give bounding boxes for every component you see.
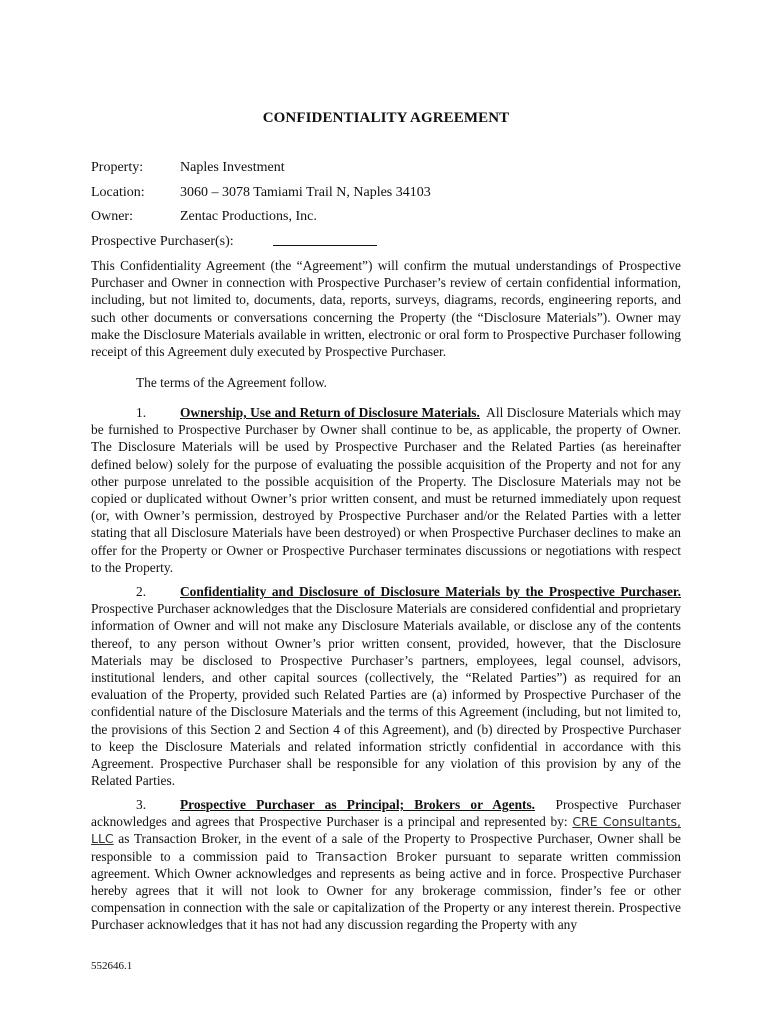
section-1-heading: Ownership, Use and Return of Disclosure Materials.: [180, 405, 480, 420]
document-title: CONFIDENTIALITY AGREEMENT: [262, 110, 510, 126]
section-2-number: 2.: [136, 584, 147, 599]
section-1: [91, 404, 681, 576]
section-3-heading: Prospective Purchaser as Principal; Brokers or Agents.: [180, 797, 536, 812]
property-field: [91, 159, 285, 177]
section-3-body-c: pursuant to separate written commission agreement. Which Owner acknowledges and represents as being active and in force. Prospective Purchaser hereby agrees that it will not look to Owner for any brokerage commission, finder’s fee or other compensation in connection with the sale or capitalization of the Property or any interest therein. Prospective Purchaser acknowledges that it has not had any discussion regarding the Property with any: [91, 848, 681, 933]
property-label: Property:: [91, 160, 144, 175]
section-2-body: Prospective Purchaser acknowledges that the Disclosure Materials are considered confidential and proprietary information of Owner and will not make any Disclosure Materials available, or disclose any of the contents thereof, to any person without Owner’s prior written consent, provided, however, that the Disclosure Materials may be disclosed to Prospective Purchaser’s partners, employees, legal counsel, advisors, institutional lenders, and other capital sources (collectively, the “Related Parties”) as required for an evaluation of the Property, provided such Related Parties are (a) informed by Prospective Purchaser of the confidential nature of the Disclosure Materials and the terms of this Agreement (including, but not limited to, the provisions of this Section 2 and Section 4 of this Agreement), and (b) directed by Prospective Purchaser to keep the Disclosure Materials and related information strictly confidential in accordance with this Agreement. Prospective Purchaser shall be responsible for any violation of this provision by any of the Related Parties.: [91, 601, 681, 789]
broker-role-handwritten: Transaction Broker: [315, 848, 437, 864]
purchaser-field: [91, 233, 234, 251]
section-2: [91, 583, 681, 789]
purchaser-label: Prospective Purchaser(s):: [91, 234, 234, 249]
terms-follow-line: [91, 374, 681, 391]
section-3-body-a: Prospective Purchaser acknowledges and agrees that Prospective Purchaser is a principal and represented by:: [91, 797, 681, 830]
document-footer-id: 552646.1: [91, 960, 133, 972]
section-3-number: 3.: [136, 797, 147, 812]
location-field: [91, 184, 431, 202]
property-value: Naples Investment: [180, 160, 285, 175]
terms-follow-text: The terms of the Agreement follow.: [136, 375, 328, 390]
purchaser-blank-line[interactable]: [273, 235, 377, 246]
owner-label: Owner:: [91, 209, 133, 224]
section-1-number: 1.: [136, 405, 147, 420]
owner-value: Zentac Productions, Inc.: [180, 209, 317, 224]
owner-field: [91, 208, 317, 226]
broker-name-handwritten: CRE Consultants, LLC: [91, 814, 681, 847]
intro-paragraph: This Confidentiality Agreement (the “Agreement”) will confirm the mutual understandings of Prospective Purchaser and Owner in connection with Prospective Purchaser’s review of certain confidential information, including, but not limited to, documents, data, reports, surveys, diagrams, records, engineering reports, and such other documents or conversations concerning the Property (the “Disclosure Materials”). Owner may make the Disclosure Materials available in written, electronic or oral form to Prospective Purchaser following receipt of this Agreement duly executed by Prospective Purchaser.: [91, 258, 681, 360]
location-value: 3060 – 3078 Tamiami Trail N, Naples 34103: [180, 185, 431, 200]
section-3: [91, 796, 681, 934]
section-3-body-b: as Transaction Broker, in the event of a sale of the Property to Prospective Purchaser, Owner shall be responsible to a commission paid to: [91, 831, 681, 864]
section-1-body: All Disclosure Materials which may be furnished to Prospective Purchaser by Owner shall continue to be, as applicable, the property of Owner. The Disclosure Materials will be used by Prospective Purchaser and the Related Parties (as hereinafter defined below) solely for the purpose of evaluating the possible acquisition of the Property and not for any other purpose unrelated to the possible acquisition of the Property. The Disclosure Materials may not be copied or duplicated without Owner’s prior written consent, and must be returned immediately upon request (or, with Owner’s permission, destroyed by Prospective Purchaser and/or the Related Parties with a letter stating that all Disclosure Materials have been destroyed) or when Prospective Purchaser declines to make an offer for the Property or Owner or Prospective Purchaser terminates discussions or negotiations with respect to the Property.: [91, 405, 681, 575]
section-2-heading: Confidentiality and Disclosure of Disclosure Materials by the Prospective Purchaser.: [180, 584, 681, 599]
location-label: Location:: [91, 185, 145, 200]
